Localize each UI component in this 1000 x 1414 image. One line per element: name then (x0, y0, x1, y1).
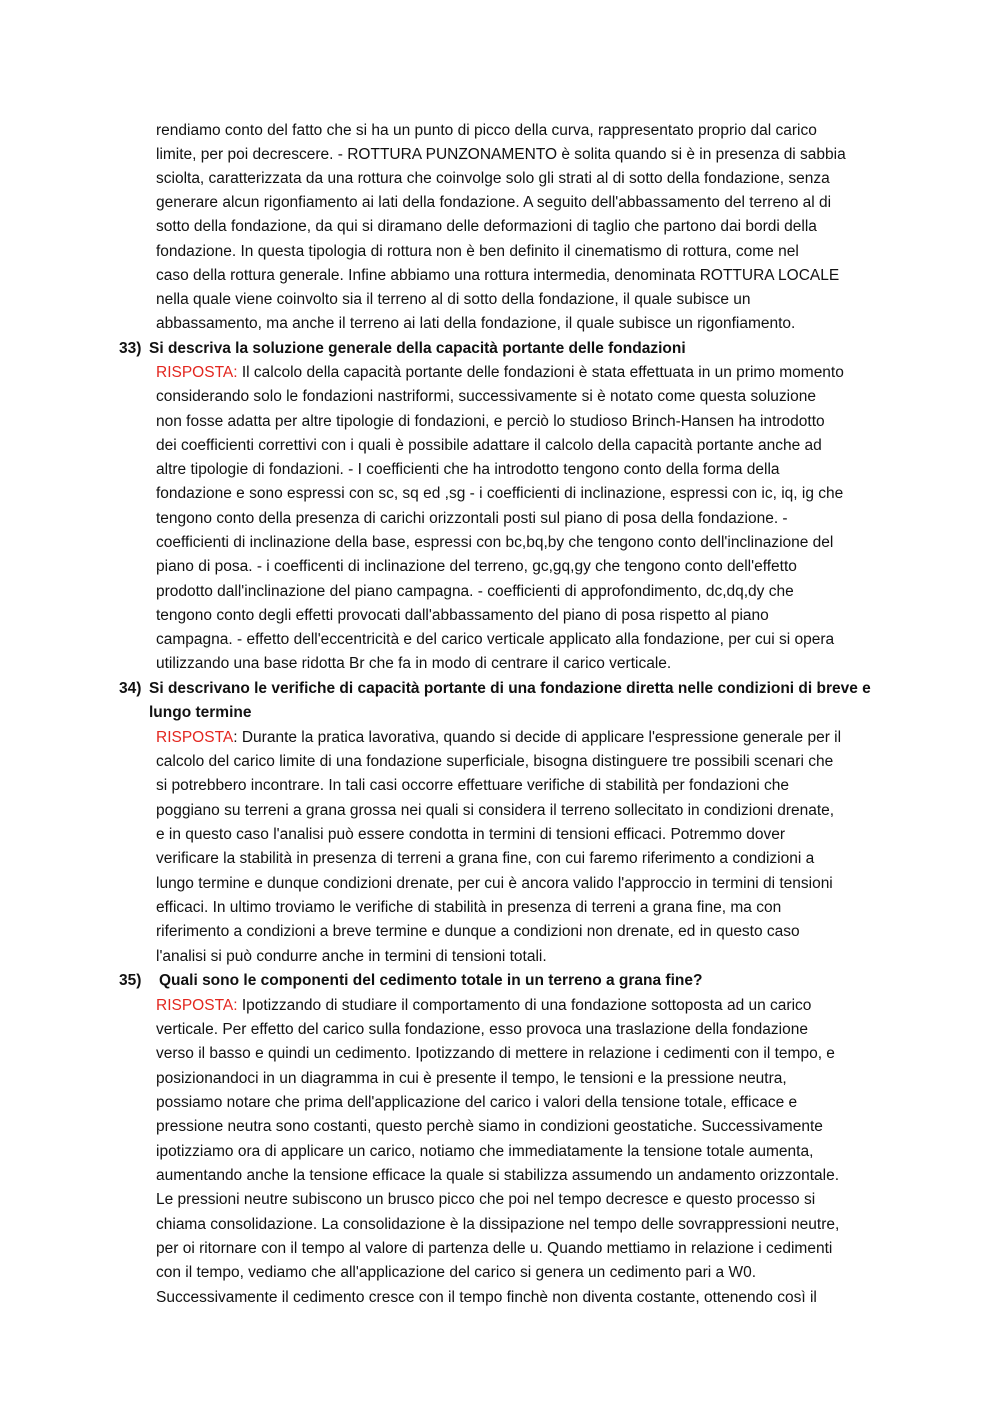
text-line: con il tempo, vediamo che all'applicazione del carico si genera un cedimento pari a W0. (156, 1264, 757, 1281)
text-line: fondazione. In questa tipologia di rottura non è ben definito il cinematismo di rottura, come nel (156, 243, 799, 260)
text-line: sciolta, caratterizzata da una rottura che coinvolge solo gli strati al di sotto della fondazione, senza (156, 170, 830, 187)
question-number: 33) (119, 340, 142, 357)
text-line: campagna. - effetto dell'eccentricità e del carico verticale applicato alla fondazione, per cui si opera (156, 631, 835, 648)
answer-first-line (156, 726, 841, 750)
text-line: piano di posa. - i coefficenti di inclinazione del terreno, gc,gq,gy che tengono conto dell'effetto (156, 558, 797, 575)
text-line: rendiamo conto del fatto che si ha un punto di picco della curva, rappresentato proprio dal carico (156, 122, 817, 139)
text-line: si potrebbero incontrare. In tali casi occorre effettuare verifiche di stabilità per fondazioni che (156, 777, 789, 794)
text-line: dei coefficienti correttivi con i quali è possibile adattare il calcolo della capacità portante anche ad (156, 437, 822, 454)
text-line: l'analisi si può condurre anche in termini di tensioni totali. (156, 948, 547, 965)
text-line: nella quale viene coinvolto sia il terreno al di sotto della fondazione, il quale subisce un (156, 291, 751, 308)
answer-first-line (156, 994, 811, 1018)
text-line: poggiano su terreni a grana grossa nei quali si considera il terreno sollecitato in condizioni drenate, (156, 802, 835, 819)
question-title: Si descriva la soluzione generale della capacità portante delle fondazioni (149, 340, 686, 357)
text-line: coefficienti di inclinazione della base, espressi con bc,bq,by che tengono conto dell'inclinazione del (156, 534, 834, 551)
text-line: possiamo notare che prima dell'applicazione del carico i valori della tensione totale, efficace e (156, 1094, 798, 1111)
question-number: 35) (119, 972, 142, 989)
text-line: abbassamento, ma anche il terreno ai lati della fondazione, il quale subisce un rigonfiamento. (156, 315, 796, 332)
text-line: fondazione e sono espressi con sc, sq ed ,sg - i coefficienti di inclinazione, espressi con ic, iq, ig che (156, 485, 844, 502)
text-line: tengono conto della presenza di carichi orizzontali posti sul piano di posa della fondazione. - (156, 510, 788, 527)
text-line: pressione neutra sono costanti, questo perchè siamo in condizioni geostatiche. Successivamente (156, 1118, 823, 1135)
answer-text: Ipotizzando di studiare il comportamento di una fondazione sottoposta ad un carico (237, 997, 812, 1014)
text-line: verso il basso e quindi un cedimento. Ipotizzando di mettere in relazione i cedimenti con il tempo, e (156, 1045, 835, 1062)
text-line: verificare la stabilità in presenza di terreni a grana fine, con cui faremo riferimento a condizioni a (156, 850, 815, 867)
text-line: prodotto dall'inclinazione del piano campagna. - coefficienti di approfondimento, dc,dq,dy che (156, 583, 794, 600)
answer-label: RISPOSTA: (156, 364, 238, 381)
question-number: 34) (119, 680, 142, 697)
text-line: considerando solo le fondazioni nastriformi, successivamente si è notato come questa soluzione (156, 388, 816, 405)
text-line: generare alcun rigonfiamento ai lati della fondazione. A seguito dell'abbassamento del terreno al di (156, 194, 832, 211)
text-line: chiama consolidazione. La consolidazione è la dissipazione nel tempo delle sovrappressioni neutre, (156, 1216, 840, 1233)
text-line: Successivamente il cedimento cresce con il tempo finchè non diventa costante, ottenendo così il (156, 1289, 817, 1306)
text-line: aumentando anche la tensione efficace la quale si stabilizza assumendo un andamento orizzontale. (156, 1167, 840, 1184)
text-line: limite, per poi decrescere. - ROTTURA PUNZONAMENTO è solita quando si è in presenza di sabbia (156, 146, 846, 163)
question-title: Si descrivano le verifiche di capacità portante di una fondazione diretta nelle condizioni di breve e (149, 680, 871, 697)
answer-label: RISPOSTA: (156, 997, 238, 1014)
text-line: Le pressioni neutre subiscono un brusco picco che poi nel tempo decresce e questo processo si (156, 1191, 816, 1208)
text-line: calcolo del carico limite di una fondazione superficiale, bisogna distinguere tre possibili scenari che (156, 753, 834, 770)
answer-text: Il calcolo della capacità portante delle fondazioni è stata effettuata in un primo momento (237, 364, 844, 381)
text-line: lungo termine e dunque condizioni drenate, per cui è ancora valido l'approccio in termini di tensioni (156, 875, 833, 892)
text-line: riferimento a condizioni a breve termine e dunque a condizioni non drenate, ed in questo caso (156, 923, 800, 940)
text-line: per oi ritornare con il tempo al valore di partenza delle u. Quando mettiamo in relazione i cedimenti (156, 1240, 833, 1257)
text-line: efficaci. In ultimo troviamo le verifiche di stabilità in presenza di terreni a grana fine, ma con (156, 899, 782, 916)
text-line: non fosse adatta per altre tipologie di fondazioni, e perciò lo studioso Brinch-Hansen ha introdotto (156, 413, 825, 430)
answer-label: RISPOSTA (156, 729, 234, 746)
text-line: altre tipologie di fondazioni. - I coefficienti che ha introdotto tengono conto della forma della (156, 461, 780, 478)
text-line: sotto della fondazione, da qui si diramano delle deformazioni di taglio che partono dai bordi della (156, 218, 817, 235)
answer-text: : Durante la pratica lavorativa, quando si decide di applicare l'espressione generale per il (233, 729, 842, 746)
text-line: caso della rottura generale. Infine abbiamo una rottura intermedia, denominata ROTTURA LOCALE (156, 267, 840, 284)
text-line: ipotizziamo ora di applicare un carico, notiamo che immediatamente la tensione totale aumenta, (156, 1143, 814, 1160)
answer-first-line (156, 361, 844, 385)
text-line: tengono conto degli effetti provocati dall'abbassamento del piano di posa rispetto al piano (156, 607, 769, 624)
text-line: posizionandoci in un diagramma in cui è presente il tempo, le tensioni e la pressione neutra, (156, 1070, 787, 1087)
question-title: lungo termine (149, 704, 252, 721)
text-line: utilizzando una base ridotta Br che fa in modo di centrare il carico verticale. (156, 655, 672, 672)
text-line: verticale. Per effetto del carico sulla fondazione, esso provoca una traslazione della fondazione (156, 1021, 808, 1038)
question-title: Quali sono le componenti del cedimento totale in un terreno a grana fine? (159, 972, 703, 989)
text-line: e in questo caso l'analisi può essere condotta in termini di tensioni efficaci. Potremmo dover (156, 826, 786, 843)
